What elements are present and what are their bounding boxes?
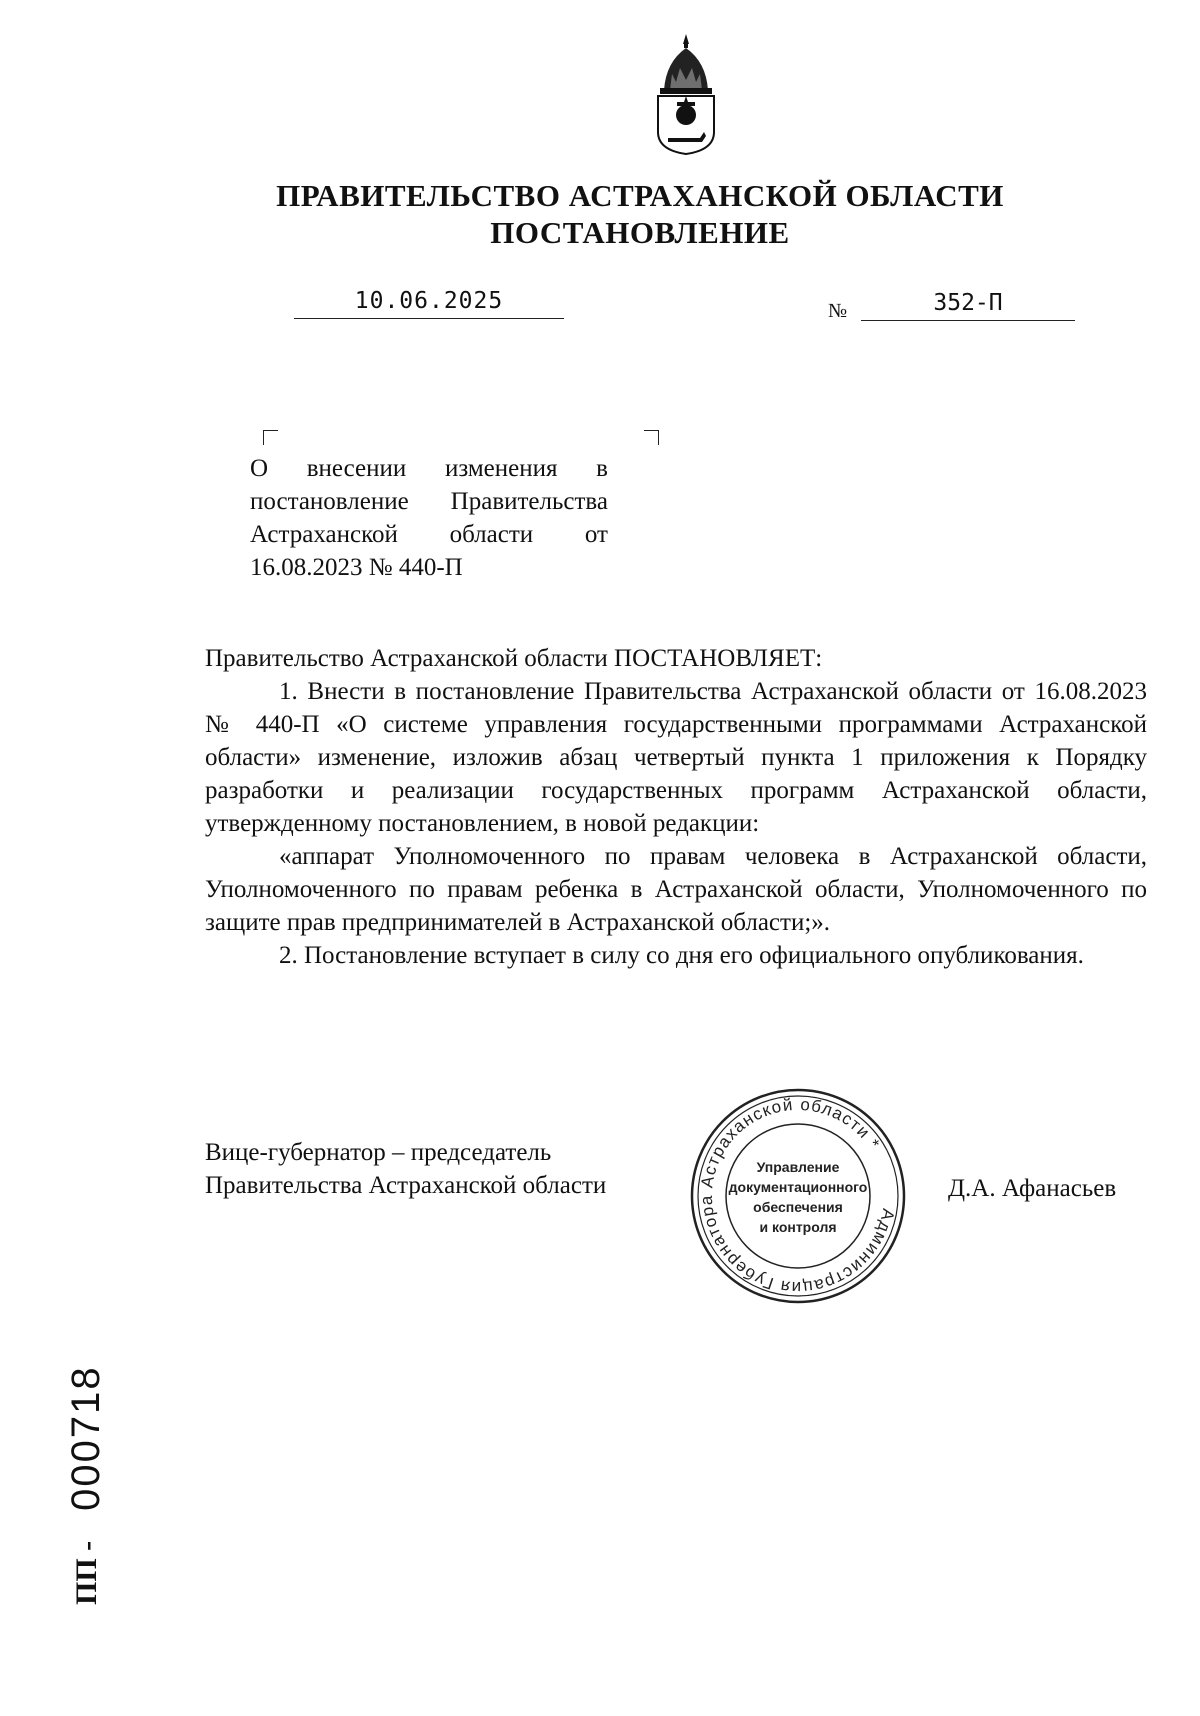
document-subject: О внесении изменения в постановление Правительства Астраханской области от 16.08.2023 № 440-П	[250, 455, 608, 581]
document-body	[205, 642, 1147, 972]
signer-position	[205, 1136, 606, 1202]
number-sign: №	[828, 300, 848, 322]
document-number: 352-П	[933, 290, 1003, 316]
registration-prefix: ПП -	[70, 1540, 103, 1605]
stamp-center-line3: обеспечения	[753, 1199, 843, 1215]
item-2: 2. Постановление вступает в силу со дня его официального опубликования.	[279, 942, 1084, 969]
stamp-center-line1: Управление	[756, 1159, 840, 1175]
item-1: 1. Внести в постановление Правительства Астраханской области от 16.08.2023 № 440-П «О системе управления государственными программами Астраханской области» изменение, изложив абзац четвертый пункта 1 приложения к Порядку разработки и реализации государственных программ Астраханской области, утвержденному постановлением, в новой редакции:	[205, 678, 1147, 837]
stamp-center-line2: документационного	[728, 1179, 868, 1195]
signer-position-line1: Вице-губернатор – председатель	[205, 1139, 552, 1166]
stamp-ring-text: Администрация Губернатора Астраханской области *	[696, 1094, 899, 1298]
subject-corner-left	[263, 430, 278, 445]
organization-title: ПРАВИТЕЛЬСТВО АСТРАХАНСКОЙ ОБЛАСТИ	[276, 178, 1004, 213]
signer-name: Д.А. Афанасьев	[948, 1175, 1117, 1202]
quoted-text: «аппарат Уполномоченного по правам человека в Астраханской области, Уполномоченного по правам ребенка в Астраханской области, Уполномоченного по защите прав предпринимателей в Астраханской области;».	[205, 843, 1147, 936]
official-stamp	[688, 1086, 908, 1306]
coat-of-arms-icon	[650, 32, 722, 156]
svg-text:Администрация Губернатора Астр	[688, 1086, 908, 1306]
document-date: 10.06.2025	[354, 288, 504, 314]
stamp-center-line4: и контроля	[759, 1219, 837, 1235]
signer-position-line2: Правительства Астраханской области	[205, 1172, 607, 1199]
date-underline	[294, 318, 564, 319]
number-underline	[861, 320, 1075, 321]
preamble: Правительство Астраханской области ПОСТАНОВЛЯЕТ:	[205, 645, 823, 672]
document-type: ПОСТАНОВЛЕНИЕ	[490, 215, 790, 250]
subject-corner-right	[644, 430, 659, 445]
registration-number: 000718	[64, 1365, 108, 1511]
